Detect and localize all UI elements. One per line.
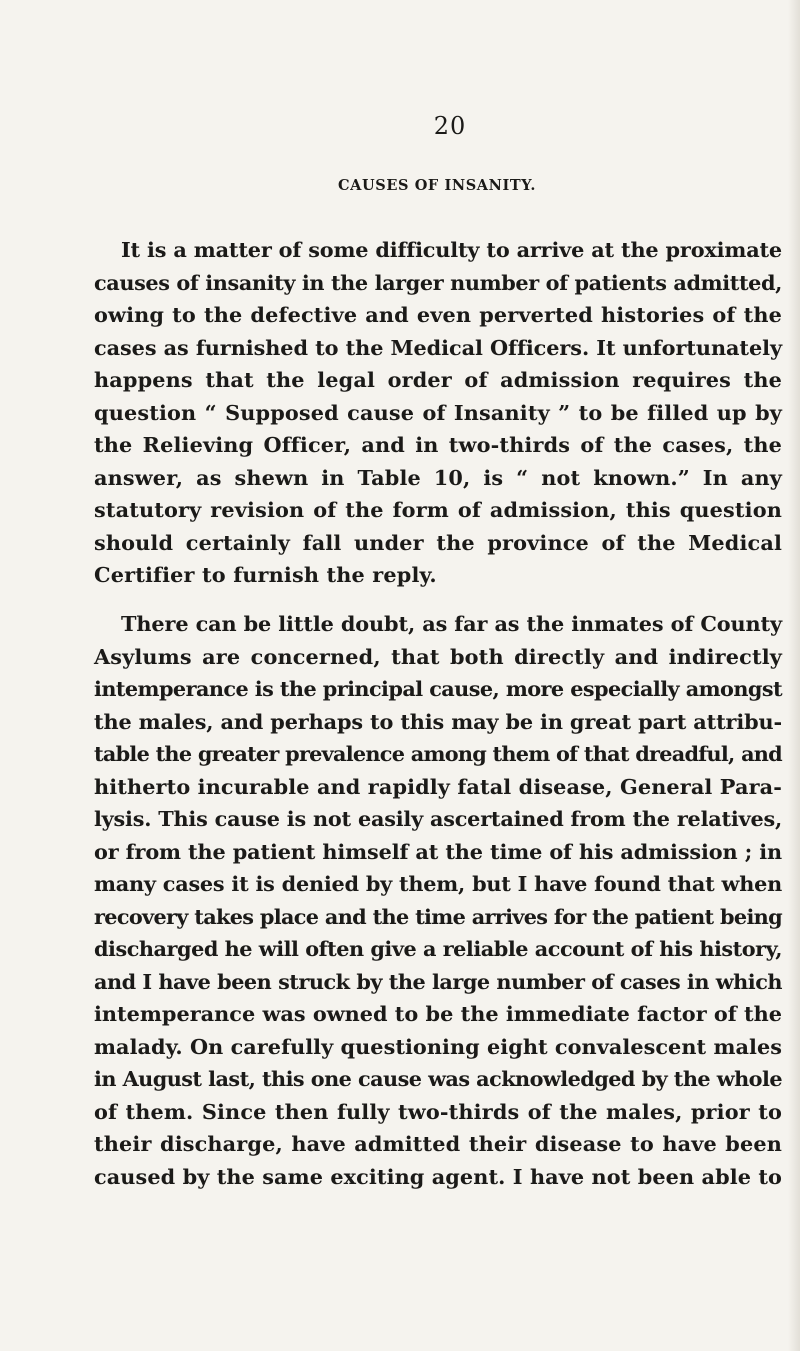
text-line: hitherto incurable and rapidly fatal disease, General Para- bbox=[94, 773, 782, 799]
text-line: discharged he will often give a reliable account of his history, bbox=[94, 936, 782, 961]
text-line: malady. On carefully questioning eight convalescent males bbox=[94, 1033, 782, 1059]
text-line: the males, and perhaps to this may be in great part attribu- bbox=[94, 708, 782, 734]
text-line: happens that the legal order of admission requires the bbox=[94, 367, 782, 392]
text-line: and I have been struck by the large number of cases in which bbox=[94, 968, 782, 994]
text-line: answer, as shewn in Table 10, is “ not known.” In any bbox=[94, 464, 782, 490]
text-line: intemperance was owned to be the immediate factor of the bbox=[94, 1001, 782, 1026]
text-line: lysis. This cause is not easily ascertained from the relatives, bbox=[94, 806, 782, 831]
page-edge-shadow bbox=[788, 0, 800, 1351]
text-line: Certifier to furnish the reply. bbox=[94, 562, 437, 587]
text-line: recovery takes place and the time arrives for the patient being bbox=[94, 903, 782, 929]
text-line: cases as furnished to the Medical Officers. It unfortunately bbox=[94, 334, 782, 360]
text-line: causes of insanity in the larger number of patients admitted, bbox=[94, 269, 782, 295]
text-line: question “ Supposed cause of Insanity ” to be filled up by bbox=[94, 399, 782, 425]
text-line: or from the patient himself at the time of his admission ; in bbox=[94, 838, 782, 864]
text-line: their discharge, have admitted their disease to have been bbox=[94, 1131, 782, 1156]
section-heading: CAUSES OF INSANITY. bbox=[338, 177, 536, 194]
text-line: the Relieving Officer, and in two-thirds of the cases, the bbox=[94, 432, 782, 457]
text-line: It is a matter of some difficulty to arrive at the proximate bbox=[121, 237, 782, 262]
text-line: Asylums are concerned, that both directly and indirectly bbox=[94, 643, 782, 669]
text-line: many cases it is denied by them, but I have found that when bbox=[94, 871, 782, 896]
paragraph-1 bbox=[94, 234, 782, 592]
page-number: 20 bbox=[433, 112, 467, 140]
text-line: should certainly fall under the province of the Medical bbox=[94, 529, 782, 555]
text-line: of them. Since then fully two-thirds of the males, prior to bbox=[94, 1098, 782, 1124]
text-line: intemperance is the principal cause, more especially amongst bbox=[94, 676, 782, 701]
text-line: There can be little doubt, as far as the inmates of County bbox=[121, 611, 782, 636]
text-line: caused by the same exciting agent. I have not been able to bbox=[94, 1163, 782, 1189]
text-line: statutory revision of the form of admission, this question bbox=[94, 497, 782, 522]
text-line: table the greater prevalence among them of that dreadful, and bbox=[94, 741, 782, 766]
text-line: owing to the defective and even perverted histories of the bbox=[94, 302, 782, 327]
paragraph-2 bbox=[94, 608, 782, 1193]
text-line: in August last, this one cause was acknowledged by the whole bbox=[94, 1066, 782, 1091]
